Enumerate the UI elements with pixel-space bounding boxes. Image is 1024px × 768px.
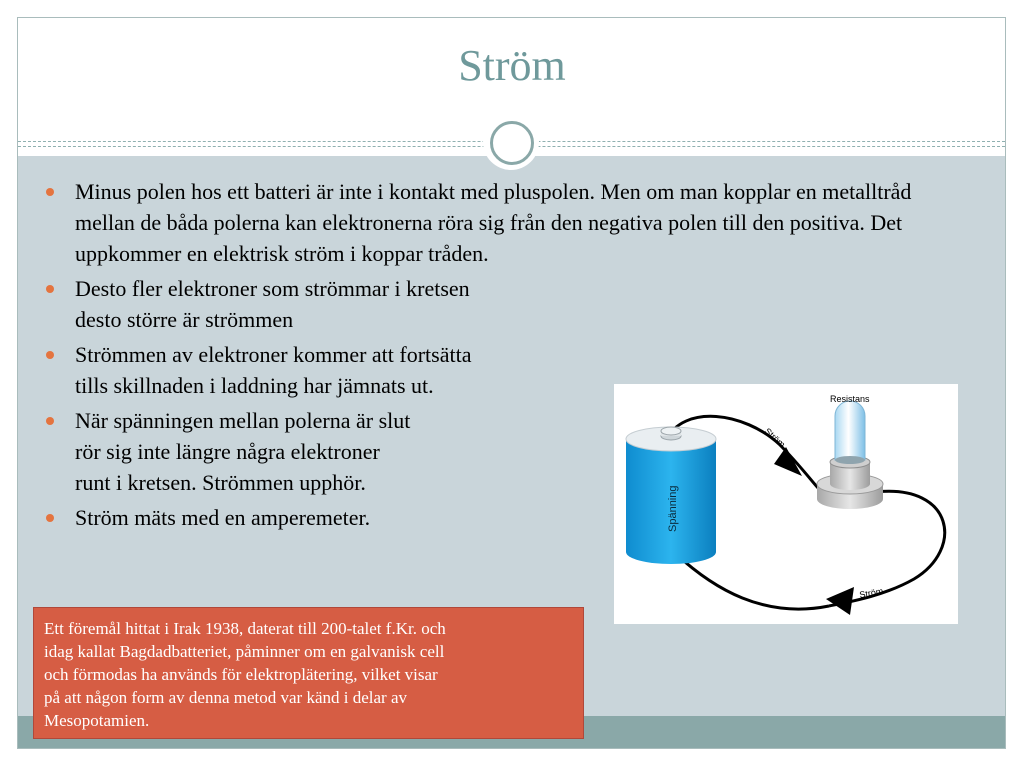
bullet-text: Desto fler elektroner som strömmar i kretsen desto större är strömmen (75, 276, 470, 332)
current-label-bottom: Ström (858, 585, 884, 600)
bullet-dot-icon (46, 417, 54, 425)
circuit-diagram (614, 384, 958, 624)
bullet-item (46, 176, 955, 269)
note-box: Ett föremål hittat i Irak 1938, daterat till 200-talet f.Kr. och idag kallat Bagdadbatteriet, påminner om en galvanisk cell och förmodas ha används för elektroplätering, vilket visar på att någon form av denna metod var känd i delar av Mesopotamien. (33, 607, 584, 739)
bullet-text: Strömmen av elektroner kommer att fortsätta tills skillnaden i laddning har jämnats ut. (75, 342, 472, 398)
current-arrow-icon (774, 447, 802, 476)
bullet-dot-icon (46, 514, 54, 522)
slide-title: Ström (458, 41, 566, 90)
bullet-text: Minus polen hos ett batteri är inte i kontakt med pluspolen. Men om man kopplar en metalltråd mellan de båda polerna kan elektronerna röra sig från den negativa polen till den positiva. Det uppkommer en elektrisk ström i koppar tråden. (75, 179, 912, 266)
bullet-item (46, 339, 635, 401)
circuit-diagram-svg (614, 384, 958, 624)
resistance-bulb-icon (817, 401, 883, 509)
bullet-item (46, 273, 635, 335)
current-arrow-icon (826, 587, 854, 615)
bullet-item (46, 502, 635, 533)
bullet-item (46, 405, 635, 498)
wire-bottom (676, 554, 829, 609)
bullet-text: När spänningen mellan polerna är slut rör sig inte längre några elektroner runt i kretsen. Strömmen upphör. (75, 408, 411, 495)
bullet-text: Ström mäts med en amperemeter. (75, 505, 371, 530)
bullet-dot-icon (46, 351, 54, 359)
bullet-dot-icon (46, 188, 54, 196)
ornament-ring-icon (490, 121, 534, 165)
current-label-top: Ström (762, 426, 788, 450)
battery-label: Spänning (667, 485, 679, 532)
bullet-dot-icon (46, 285, 54, 293)
resistance-label: Resistans (830, 394, 870, 404)
